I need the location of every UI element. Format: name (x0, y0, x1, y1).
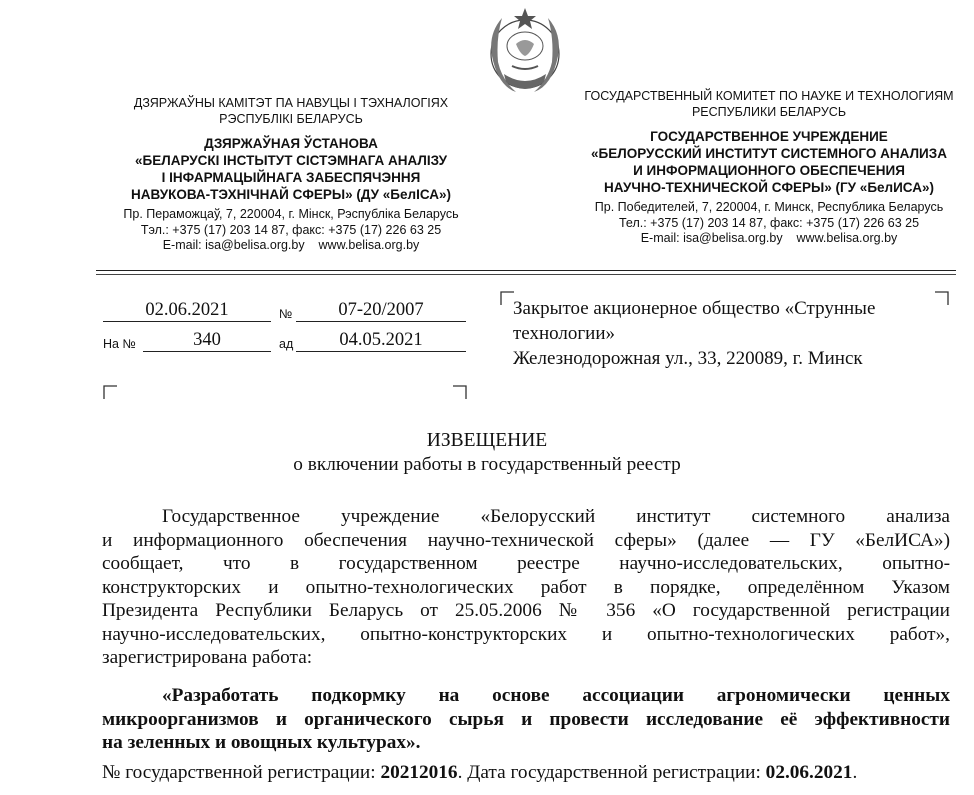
org-name-be-line1: ДЗЯРЖАЎНАЯ ЎСТАНОВА (204, 136, 378, 151)
corner-mark-top-right (453, 385, 467, 399)
state-emblem (478, 4, 572, 104)
org-name-ru-line2: «БЕЛОРУССКИЙ ИНСТИТУТ СИСТЕМНОГО АНАЛИЗА (591, 146, 947, 161)
registration-end: . (852, 762, 858, 783)
reference-date-label: ад (279, 337, 294, 351)
addressee-corner-left (500, 291, 514, 305)
outgoing-date: 02.06.2021 (103, 299, 271, 322)
body-line: конструкторских и опытно-технологических работ в порядке, определённом Указом (102, 576, 950, 598)
registration-line (102, 762, 857, 784)
reference-number-label: На № (103, 337, 136, 351)
phone-ru: Тел.: +375 (17) 203 14 87, факс: +375 (17) 226 63 25 (618, 215, 920, 230)
address-be: Пр. Пераможцаў, 7, 220004, г. Мінск, Рэспубліка Беларусь (123, 207, 459, 221)
header-divider-thick (96, 270, 956, 271)
header-right (573, 88, 965, 247)
org-name-be-line4: НАВУКОВА-ТЭХНІЧНАЙ СФЕРЫ» (ДУ «БелІСА») (130, 187, 452, 202)
body-paragraph (102, 505, 950, 670)
org-name-be-line2: «БЕЛАРУСКІ ІНСТЫТУТ СІСТЭМНАГА АНАЛІЗУ (135, 153, 447, 168)
website-be: www.belisa.org.by (318, 238, 420, 252)
email-be: E-mail: isa@belisa.org.by (162, 238, 305, 252)
header-left (95, 95, 487, 254)
registration-date: 02.06.2021 (765, 762, 853, 783)
reference-number: 340 (143, 329, 271, 352)
document-subtitle: о включении работы в государственный реестр (293, 454, 681, 475)
ministry-name-ru-line2: РЕСПУБЛИКИ БЕЛАРУСЬ (691, 105, 847, 119)
work-title (102, 684, 950, 755)
header-divider-thin (96, 274, 956, 275)
body-line: сообщает, что в государственном реестре научно-исследовательских, опытно- (102, 553, 950, 574)
body-line: научно-исследовательских, опытно-конструкторских и опытно-технологических работ», (102, 623, 950, 645)
body-line: Президента Республики Беларусь от 25.05.2006 № 356 «О государственной регистрации (102, 600, 950, 621)
work-title-line: на зеленных и овощных культурах». (102, 732, 421, 753)
addressee-line2: технологии» (513, 323, 616, 344)
website-ru: www.belisa.org.by (796, 231, 898, 245)
outgoing-number-label: № (279, 307, 293, 321)
addressee-line1: Закрытое акционерное общество «Струнные (513, 298, 876, 319)
org-name-ru-line1: ГОСУДАРСТВЕННОЕ УЧРЕЖДЕНИЕ (650, 129, 888, 144)
body-line: Государственное учреждение «Белорусский институт системного анализа (162, 506, 950, 527)
body-line: зарегистрирована работа: (102, 647, 313, 668)
email-ru: E-mail: isa@belisa.org.by (640, 231, 783, 245)
addressee-block (513, 296, 943, 371)
document-title: ИЗВЕЩЕНИЕ (426, 430, 548, 451)
org-name-ru-line3: И ИНФОРМАЦИОННОГО ОБЕСПЕЧЕНИЯ (633, 163, 905, 178)
body-line: и информационного обеспечения научно-технической сферы» (далее — ГУ «БелИСА») (102, 529, 950, 551)
org-name-ru-line4: НАУЧНО-ТЕХНИЧЕСКОЙ СФЕРЫ» (ГУ «БелИСА») (604, 180, 934, 195)
ministry-name-ru-line1: ГОСУДАРСТВЕННЫЙ КОМИТЕТ ПО НАУКЕ И ТЕХНОЛОГИЯМ (584, 89, 954, 103)
work-title-line: «Разработать подкормку на основе ассоциации агрономически ценных (162, 685, 950, 706)
address-ru: Пр. Победителей, 7, 220004, г. Минск, Республика Беларусь (594, 200, 944, 214)
registration-date-label: . Дата государственной регистрации: (457, 762, 766, 783)
registration-number-label: № государственной регистрации: (102, 762, 381, 783)
registration-number: 20212016 (380, 762, 458, 783)
reference-date: 04.05.2021 (296, 329, 466, 352)
ministry-name-be-line2: РЭСПУБЛІКІ БЕЛАРУСЬ (219, 112, 363, 126)
addressee-address: Железнодорожная ул., 33, 220089, г. Минск (513, 348, 863, 369)
corner-mark-top-left (103, 385, 117, 399)
phone-be: Тэл.: +375 (17) 203 14 87, факс: +375 (17) 226 63 25 (140, 222, 442, 237)
outgoing-number: 07-20/2007 (296, 299, 466, 322)
work-title-line: микроорганизмов и органического сырья и провести исследование её эффективности (102, 708, 950, 730)
ministry-name-be-line1: ДЗЯРЖАЎНЫ КАМІТЭТ ПА НАВУЦЫ І ТЭХНАЛОГІЯХ (133, 96, 449, 110)
org-name-be-line3: І ІНФАРМАЦЫЙНАГА ЗАБЕСПЯЧЭННЯ (161, 170, 421, 185)
